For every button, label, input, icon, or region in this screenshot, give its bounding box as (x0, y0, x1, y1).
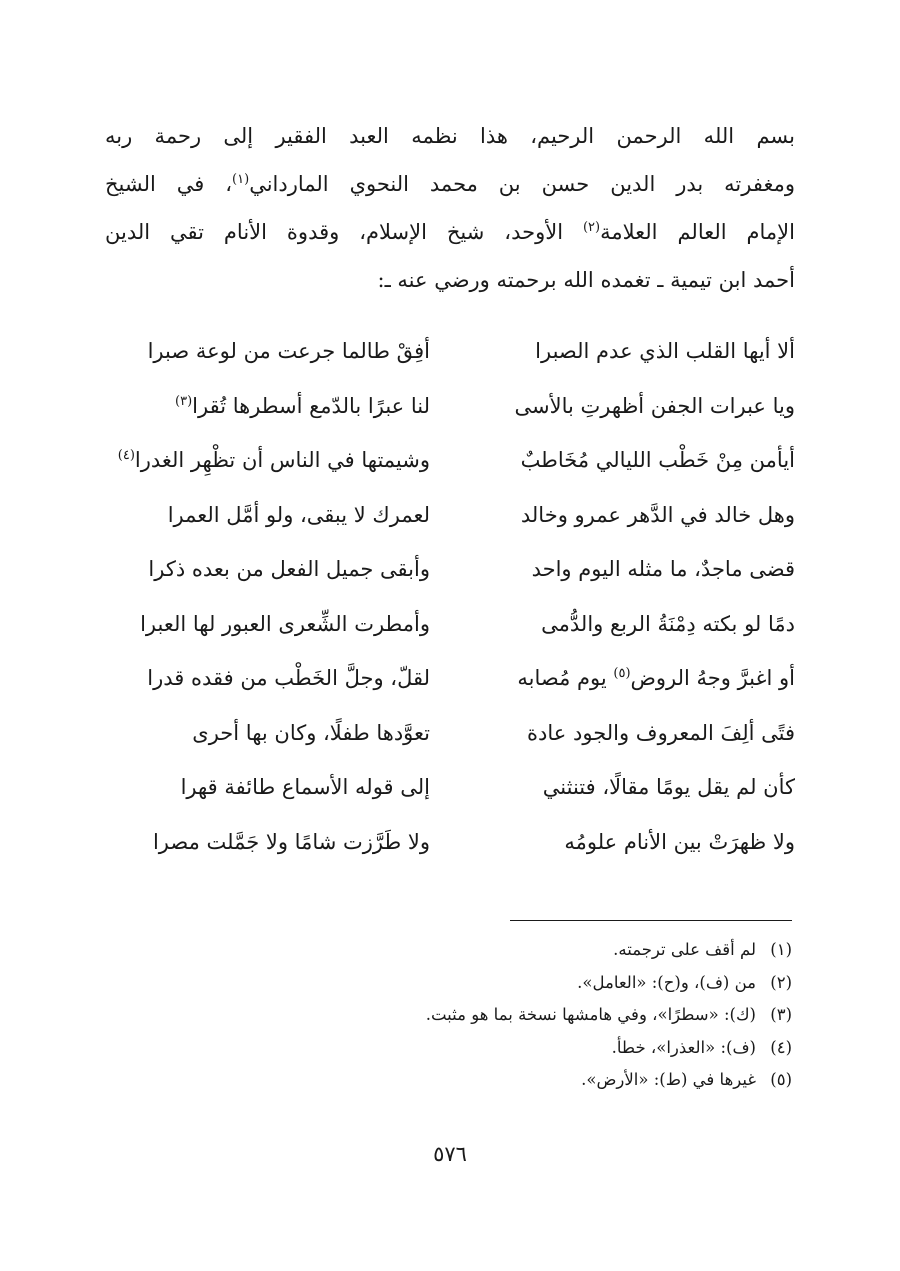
footnote-text: (ف): «العذرا»، خطأ. (611, 1037, 756, 1057)
footnote-number: (٢) (770, 972, 792, 992)
footnote-marker[interactable]: (٣) (175, 393, 193, 409)
verse (105, 764, 795, 819)
hemistich-text: لقلّ، وجلَّ الخَطْب من فقده قدرا (147, 666, 430, 690)
footnote-text: (ك): «سطرًا»، وفي هامشها نسخة بما هو مثبت. (425, 1005, 756, 1024)
verse (105, 437, 795, 492)
verse (105, 546, 795, 601)
verse-second-hemistich (105, 764, 430, 810)
footnote-marker[interactable]: (٥) (613, 666, 631, 681)
hemistich-text: يوم مُصابه (517, 666, 614, 690)
hemistich-text: أو اغبرَّ وجهُ الروض (630, 666, 795, 690)
hemistich-text: وأمطرت الشِّعرى العبور لها العبرا (140, 611, 430, 636)
footnote-number: (٥) (770, 1070, 792, 1089)
page-number: ٥٧٦ (433, 1142, 467, 1166)
hemistich-text: تعوَّدها طفلًا، وكان بها أحرى (192, 720, 430, 745)
intro-line (105, 256, 795, 304)
intro-line (105, 160, 795, 208)
footnote-number: (٤) (770, 1037, 792, 1057)
verse-first-hemistich: ألا أيها القلب الذي عدم الصبرا (535, 339, 795, 363)
verse (105, 601, 795, 656)
footnote-marker[interactable]: (٢) (582, 220, 601, 235)
verse-second-hemistich (105, 710, 430, 756)
verse-first-hemistich: وهل خالد في الدَّهر عمرو وخالد (520, 502, 795, 527)
intro-text: الأوحد، شيخ الإسلام، وقدوة الأنام تقي الدين (105, 220, 583, 244)
verse (105, 328, 795, 383)
verse-second-hemistich (105, 819, 430, 865)
verse-second-hemistich (105, 655, 430, 701)
hemistich-text: إلى قوله الأسماع طائفة قهرا (180, 775, 430, 799)
footnote-text: من (ف)، و(ح): «العامل». (577, 972, 756, 992)
intro-text: بسم الله الرحمن الرحيم، هذا نظمه العبد الفقير إلى رحمة ربه (105, 124, 795, 148)
footnote-marker[interactable]: (٤) (117, 448, 135, 463)
intro-text: ومغفرته بدر الدين حسن بن محمد النحوي المارداني (249, 172, 796, 196)
verse-first-hemistich: ولا ظهرَتْ بين الأنام علومُه (564, 829, 795, 854)
footnote-text: غيرها في (ط): «الأرض». (581, 1070, 756, 1089)
intro-line (105, 112, 795, 160)
verse (105, 655, 795, 710)
verse-second-hemistich (105, 383, 430, 429)
verse-second-hemistich (105, 601, 430, 647)
verse-second-hemistich (105, 328, 430, 374)
verse-second-hemistich (105, 546, 430, 592)
footnote (232, 934, 792, 967)
verse-first-hemistich: دمًا لو بكته دِمْنَةُ الربع والدُّمى (541, 611, 795, 636)
footnote (232, 967, 792, 1000)
verse (105, 383, 795, 438)
verse-second-hemistich (105, 492, 430, 538)
footnote-number: (١) (770, 940, 792, 959)
footnote-text: لم أقف على ترجمته. (613, 940, 756, 959)
poem (105, 328, 795, 873)
intro-paragraph (105, 112, 795, 304)
verse (105, 710, 795, 765)
hemistich-text: ولا طَرَّزت شامًا ولا جَمَّلت مصرا (152, 829, 430, 854)
verse (105, 492, 795, 547)
hemistich-text: لنا عبرًا بالدّمع أسطرها تُقرا (192, 393, 430, 418)
verse-first-hemistich (470, 655, 795, 701)
footnote (232, 1064, 792, 1097)
hemistich-text: وشيمتها في الناس أن تظْهِر الغدرا (134, 448, 430, 472)
verse-second-hemistich (105, 437, 430, 483)
verse-first-hemistich: قضى ماجدٌ، ما مثله اليوم واحد (531, 557, 795, 581)
footnote-separator (510, 920, 792, 921)
hemistich-text: لعمرك لا يبقى، ولو أمَّل العمرا (167, 502, 430, 527)
footnote-marker[interactable]: (١) (232, 172, 250, 187)
intro-text: ، في الشيخ (105, 172, 233, 196)
footnote-number: (٣) (770, 1005, 792, 1024)
verse-first-hemistich: كأن لم يقل يومًا مقالًا، فتنثني (542, 775, 795, 799)
intro-text: الإمام العالم العلامة (600, 220, 795, 244)
footnote (232, 1032, 792, 1065)
hemistich-text: وأبقى جميل الفعل من بعده ذكرا (148, 557, 430, 581)
verse-first-hemistich: فتًى ألِفَ المعروف والجود عادة (527, 720, 795, 745)
verse-first-hemistich: أيأمن مِنْ خَطْب الليالي مُخَاطبٌ (520, 448, 795, 472)
footnote (232, 999, 792, 1032)
verse-first-hemistich: ويا عبرات الجفن أظهرتِ بالأسى (514, 393, 795, 418)
intro-text: أحمد ابن تيمية ـ تغمده الله برحمته ورضي عنه ـ: (377, 268, 795, 292)
hemistich-text: أفِقْ طالما جرعت من لوعة صبرا (147, 339, 430, 363)
intro-line (105, 208, 795, 256)
verse (105, 819, 795, 874)
footnotes (232, 934, 792, 1097)
